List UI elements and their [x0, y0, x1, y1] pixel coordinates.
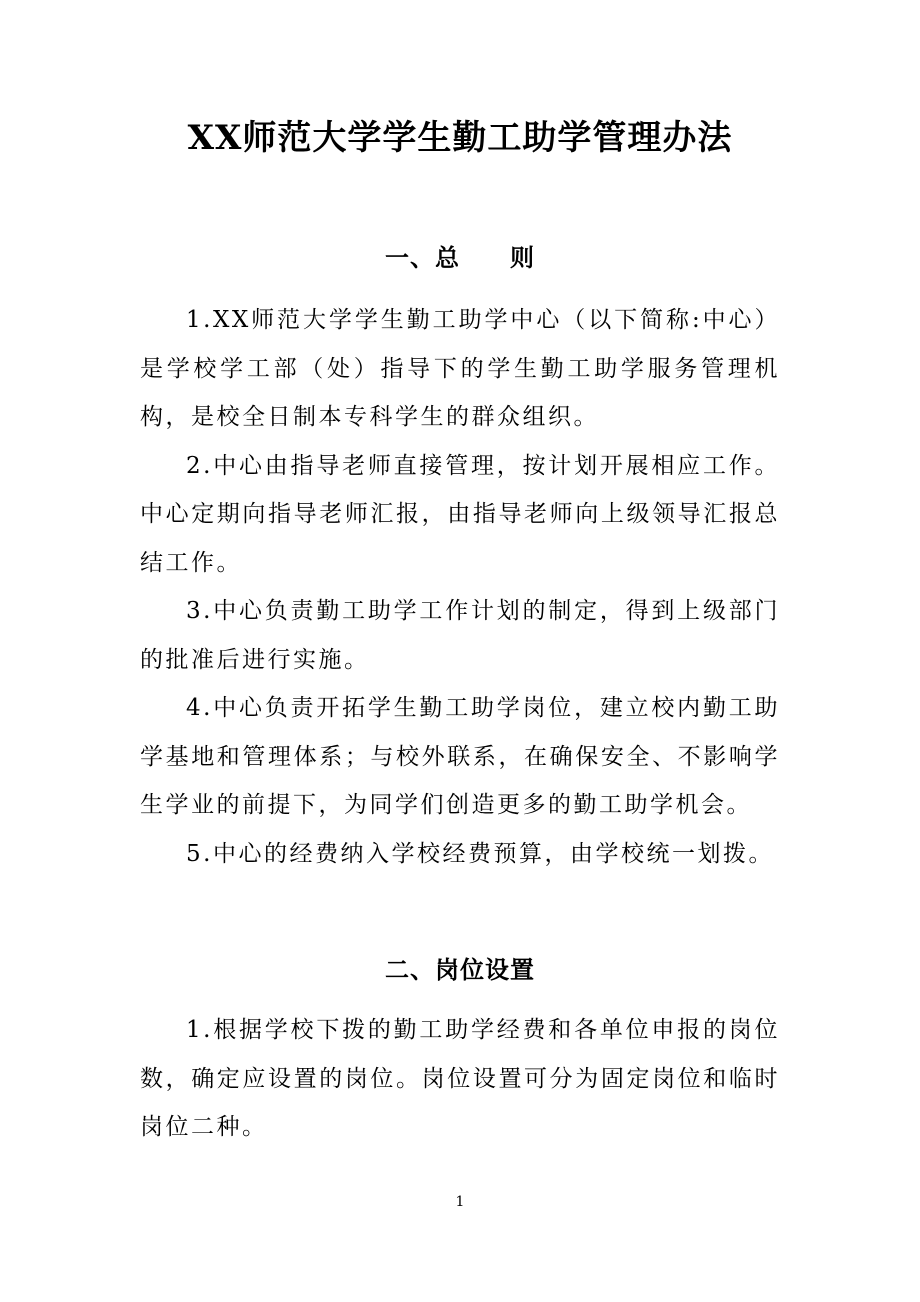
paragraph: 3.中心负责勤工助学工作计划的制定，得到上级部门的批准后进行实施。: [140, 598, 780, 673]
section-body-general: [140, 296, 780, 878]
paragraph: 1.根据学校下拨的勤工助学经费和各单位申报的岗位数，确定应设置的岗位。岗位设置可分为固定岗位和临时岗位二种。: [140, 1017, 780, 1140]
page-number: 1: [455, 1194, 465, 1210]
document-title: XX师范大学学生勤工助学管理办法: [187, 118, 733, 158]
paragraph: 4.中心负责开拓学生勤工助学岗位，建立校内勤工助学基地和管理体系；与校外联系，在确保安全、不影响学生学业的前提下，为同学们创造更多的勤工助学机会。: [140, 695, 780, 818]
paragraph: 5.中心的经费纳入学校经费预算，由学校统一划拨。: [186, 840, 774, 867]
paragraph: 2.中心由指导老师直接管理，按计划开展相应工作。中心定期向指导老师汇报，由指导老师向上级领导汇报总结工作。: [140, 452, 780, 576]
section-heading-general: 一、总 则: [385, 243, 535, 272]
paragraph: 1.XX师范大学学生勤工助学中心（以下简称:中心）是学校学工部（处）指导下的学生勤工助学服务管理机构，是校全日制本专科学生的群众组织。: [140, 307, 780, 430]
section-body-positions: [140, 1006, 780, 1152]
section-heading-positions: 二、岗位设置: [385, 955, 535, 984]
